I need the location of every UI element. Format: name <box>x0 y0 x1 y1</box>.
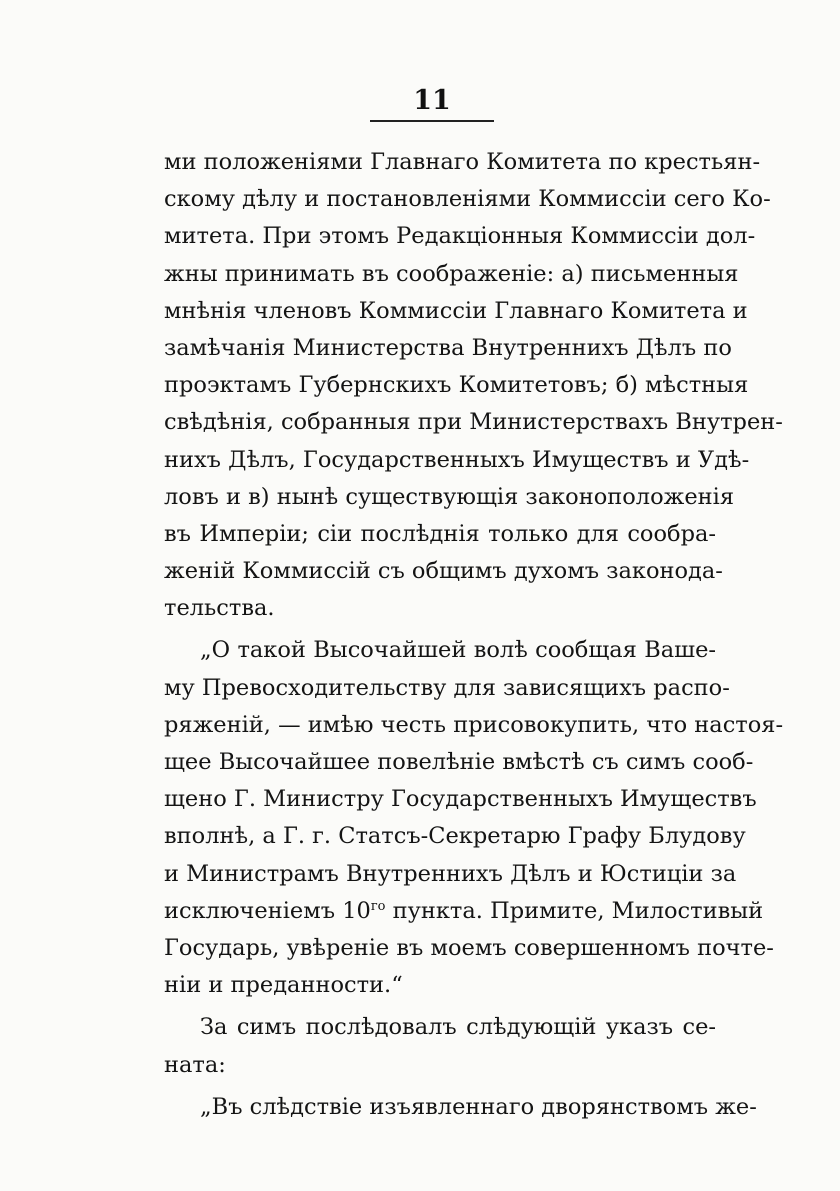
text-line: щено Г. Министру Государственныхъ Имуществъ <box>164 786 757 813</box>
text-line: жны принимать въ соображеніе: а) письменныя <box>164 260 739 287</box>
text-line: Государь, увѣреніе въ моемъ совершенномъ почте- <box>164 934 774 961</box>
page-header <box>370 86 494 122</box>
text-line: митета. При этомъ Редакціонныя Коммиссіи дол- <box>164 223 756 250</box>
text-line: ніи и преданности.“ <box>164 972 403 999</box>
text-line: ната: <box>164 1051 226 1078</box>
text-line-with-superscript <box>164 893 764 930</box>
text-segment: исключеніемъ 10 <box>164 897 371 924</box>
paragraph-start-line: „Въ слѣдствіе изъявленнаго дворянствомъ же- <box>200 1093 757 1120</box>
text-line: въ Имперіи; сіи послѣднія только для сообра- <box>164 520 716 547</box>
page-number: 11 <box>413 85 451 116</box>
text-line: тельства. <box>164 595 275 622</box>
text-line: вполнѣ, а Г. г. Статсъ-Секретарю Графу Блудову <box>164 823 746 850</box>
text-line: женій Коммиссій съ общимъ духомъ законода- <box>164 558 723 585</box>
text-line: щее Высочайшее повелѣніе вмѣстѣ съ симъ сооб- <box>164 749 754 775</box>
body-text <box>164 144 784 1126</box>
text-line: ловъ и в) нынѣ существующія законоположенія <box>164 483 735 510</box>
text-line: нихъ Дѣлъ, Государственныхъ Имуществъ и Удѣ- <box>164 446 750 473</box>
text-line: замѣчанія Министерства Внутреннихъ Дѣлъ по <box>164 334 732 361</box>
text-line: му Превосходительству для зависящихъ распо- <box>164 674 730 701</box>
text-line: проэктамъ Губернскихъ Комитетовъ; б) мѣстныя <box>164 372 749 399</box>
header-rule <box>370 120 494 122</box>
paragraph-start-line: „О такой Высочайшей волѣ сообщая Вашe- <box>200 637 716 664</box>
text-line: ми положеніями Главнаго Комитета по крестьян- <box>164 149 761 175</box>
superscript: го <box>370 898 386 914</box>
text-line: мнѣнія членовъ Коммиссіи Главнаго Комитета и <box>164 297 748 324</box>
text-line: и Министрамъ Внутреннихъ Дѣлъ и Юстиціи за <box>164 860 737 887</box>
text-line: свѣдѣнія, собранныя при Министерствахъ Внутрен- <box>164 409 783 436</box>
text-segment: пункта. Примите, Милостивый <box>385 897 764 924</box>
text-line: скому дѣлу и постановленіями Коммиссіи сего Ко- <box>164 186 771 213</box>
text-line: ряженій, — имѣю честь присовокупить, что настоя- <box>164 711 784 738</box>
paragraph-start-line: За симъ послѣдовалъ слѣдующій указъ се- <box>200 1014 716 1041</box>
